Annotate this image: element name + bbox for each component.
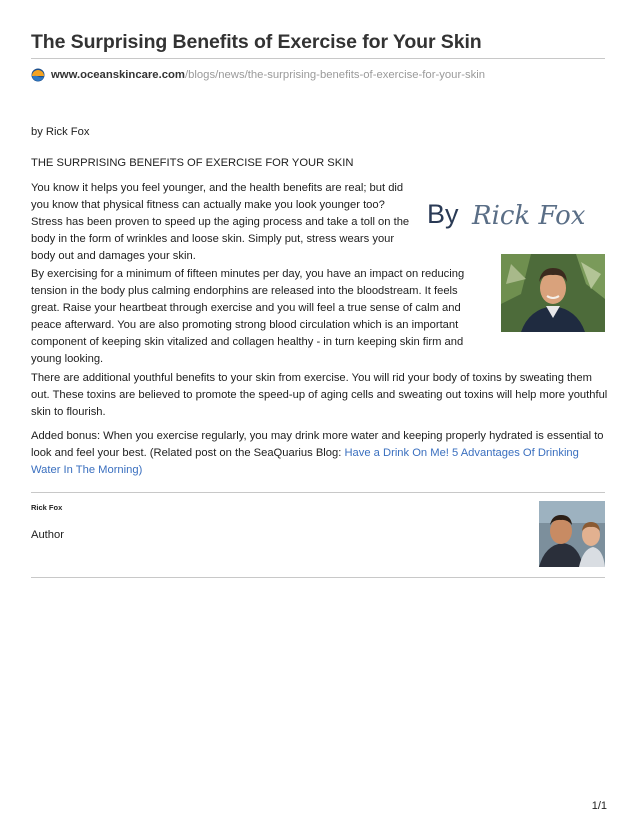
signature-by: By <box>427 199 459 229</box>
source-path[interactable]: /blogs/news/the-surprising-benefits-of-exercise-for-your-skin <box>184 69 486 81</box>
author-name: Rick Fox <box>31 503 63 512</box>
paragraph: By exercising for a minimum of fifteen minutes per day, you have an impact on reducing tension in the body plus calming endorphins are released into the bloodstream. It feels great. Raise your heartbeat through exercise and you will feel a true sense of calm and peace afterward. You are also promoting strong blood circulation which is an important component of keeping skin vitalized and collagen healthy - in turn keeping skin firm and young looking. <box>31 268 465 365</box>
source-domain[interactable]: www.oceanskincare.com <box>51 69 185 81</box>
byline: by Rick Fox <box>31 126 90 138</box>
author-avatar <box>539 501 605 567</box>
author-portrait <box>501 254 605 332</box>
title-divider <box>31 58 605 59</box>
signature-image <box>425 190 610 235</box>
site-logo-icon <box>31 68 45 82</box>
page-title: The Surprising Benefits of Exercise for Your Skin <box>31 31 482 53</box>
paragraph: You know it helps you feel younger, and the health benefits are real; but did you know that physical fitness can actually make you look younger too? Stress has been proven to speed up the aging process and take a toll on the body in the form of wrinkles and loose skin. Simply put, stress wears your body out and damages your skin. <box>31 182 410 262</box>
bonus-paragraph <box>31 428 609 479</box>
signature-name: Rick Fox <box>472 201 586 231</box>
author-role: Author <box>31 529 64 541</box>
paragraph: There are additional youthful benefits to your skin from exercise. You will rid your body of toxins by sweating them out. These toxins are believed to promote the speed-up of aging cells and sweating out toxins will help more youthful skin to flourish. <box>31 372 608 418</box>
footer-divider <box>31 577 605 578</box>
bonus-text: Added bonus: When you exercise regularly, you may drink more water and keeping properly hydrated is essential to look and feel your best. (Related post on the SeaQuarius Blog: <box>31 430 604 459</box>
page-number: 1/1 <box>591 800 607 812</box>
related-post-link[interactable]: Have a Drink On Me! 5 Advantages Of Drinking Water In The Morning) <box>31 447 579 476</box>
author-divider <box>31 492 605 493</box>
article-heading: THE SURPRISING BENEFITS OF EXERCISE FOR YOUR SKIN <box>31 157 354 169</box>
source-url[interactable] <box>31 66 485 84</box>
